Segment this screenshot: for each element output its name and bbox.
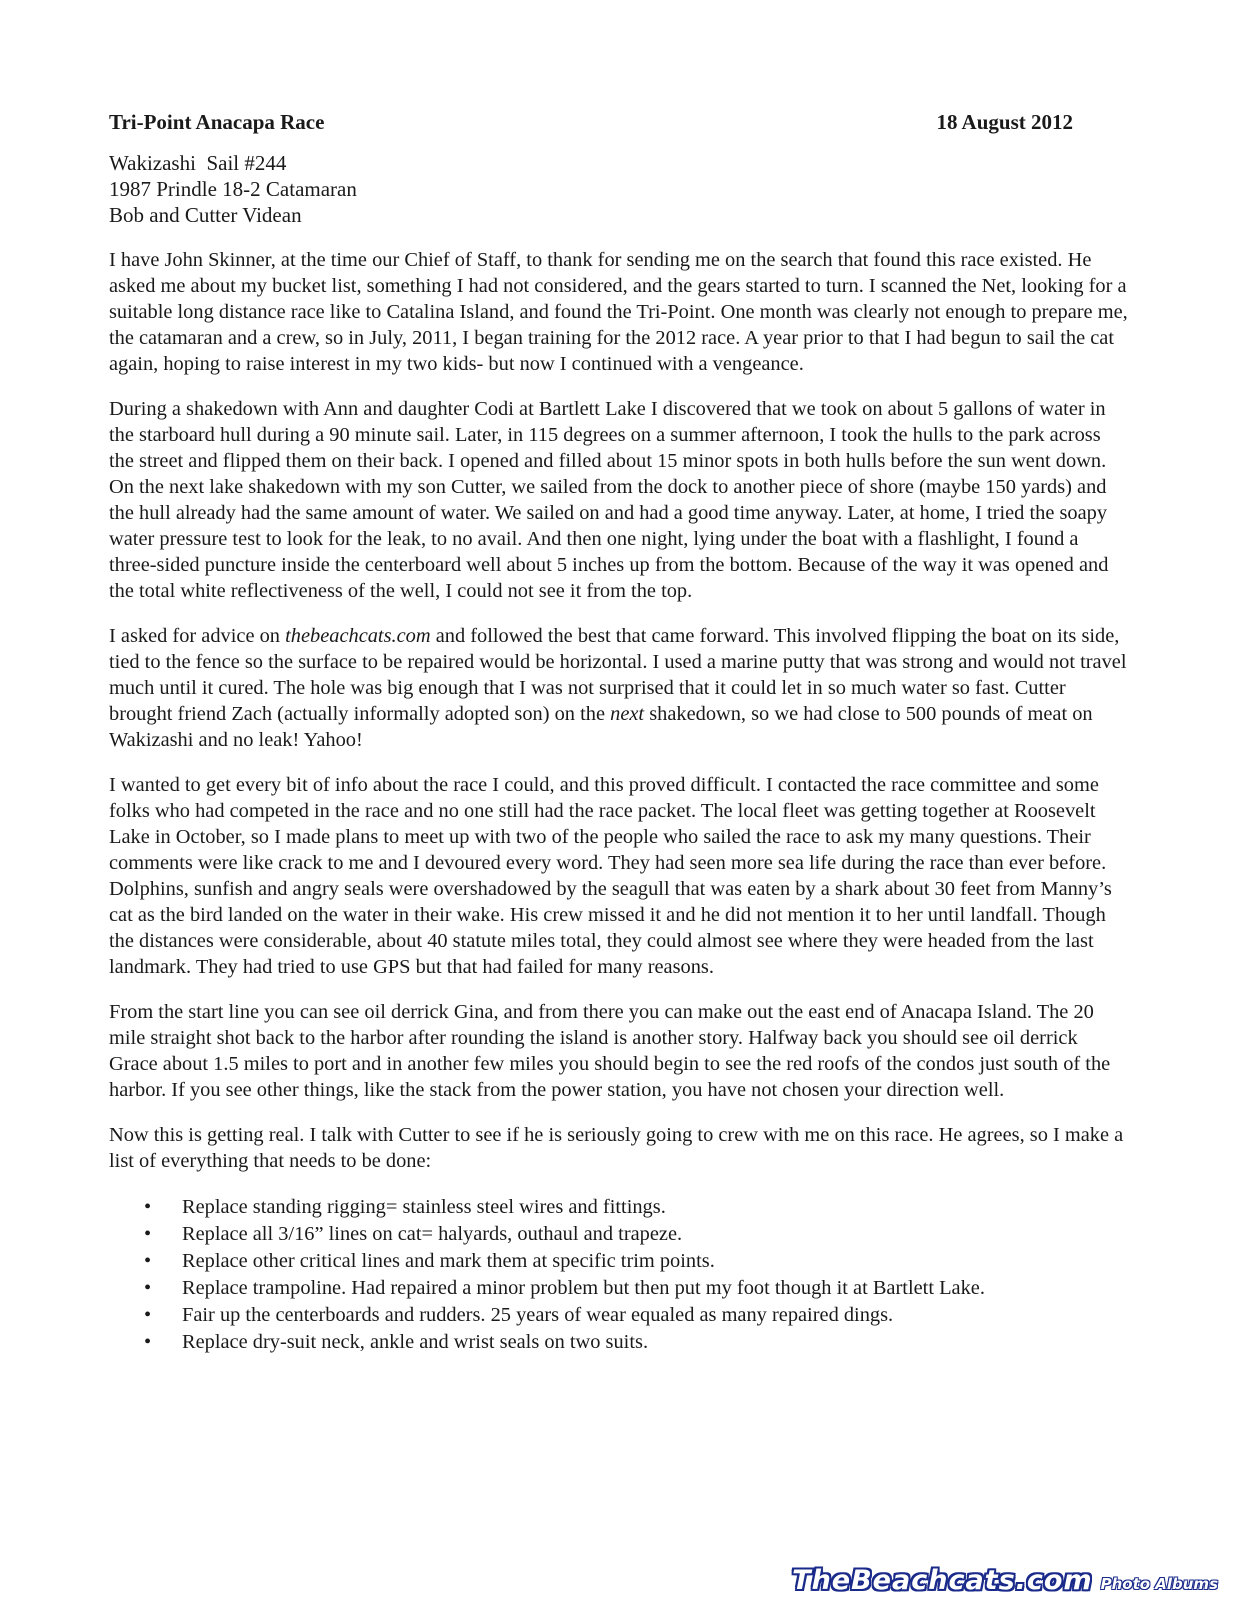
paragraph-3 <box>109 623 1129 753</box>
document-header <box>109 106 1073 138</box>
list-item: • Replace trampoline. Had repaired a minor problem but then put my foot though it at Bartlett Lake. <box>109 1275 1129 1302</box>
list-item: • Fair up the centerboards and rudders. 25 years of wear equaled as many repaired dings. <box>109 1302 1129 1329</box>
boat-model-line: 1987 Prindle 18-2 Catamaran <box>109 177 357 201</box>
paragraph-3-part-b: and followed the best that came forward. This involved flipping the boat on its side, tied to the fence so the surface to be repaired would be horizontal. I used a marine putty that was strong and would not travel much until it cured. The hole was big enough that I was not surprised that it could let in so much water so fast. Cutter brought friend Zach (actually informally adopted son) on the <box>109 625 1127 725</box>
emphasis-next: next <box>610 703 645 725</box>
paragraph-2: During a shakedown with Ann and daughter Codi at Bartlett Lake I discovered that we took on about 5 gallons of water in the starboard hull during a 90 minute sail. Later, in 115 degrees on a summer afternoon, I took the hulls to the park across the street and flipped them on their back. I opened and filled about 15 minor spots in both hulls before the sun went down. On the next lake shakedown with my son Cutter, we sailed from the dock to another piece of shore (maybe 150 yards) and the hull already had the same amount of water. We sailed on and had a good time anyway. Later, at home, I tried the soapy water pressure test to look for the leak, to no avail. And then one night, lying under the boat with a flashlight, I found a three-sided puncture inside the centerboard well about 5 inches up from the bottom. Because of the way it was opened and the total white reflectiveness of the well, I could not see it from the top. <box>109 398 1109 602</box>
watermark-subtext: Photo Albums <box>1100 1575 1218 1593</box>
list-item: • Replace dry-suit neck, ankle and wrist seals on two suits. <box>109 1329 1129 1356</box>
document-title: Tri-Point Anacapa Race <box>109 110 325 134</box>
watermark-logo-text: TheBeachcats.com <box>792 1565 1093 1596</box>
list-item: • Replace other critical lines and mark them at specific trim points. <box>109 1248 1129 1275</box>
paragraph-1: I have John Skinner, at the time our Chief of Staff, to thank for sending me on the search that found this race existed. He asked me about my bucket list, something I had not considered, and the gears started to turn. I scanned the Net, looking for a suitable long distance race like to Catalina Island, and found the Tri-Point. One month was clearly not enough to prepare me, the catamaran and a crew, so in July, 2011, I began training for the 2012 race. A year prior to that I had begun to sail the cat again, hoping to raise interest in my two kids- but now I continued with a vengeance. <box>109 249 1128 375</box>
document-date: 18 August 2012 <box>936 110 1073 134</box>
document-page <box>109 106 1129 1356</box>
paragraph-6: Now this is getting real. I talk with Cutter to see if he is seriously going to crew with me on this race. He agrees, so I make a list of everything that needs to be done: <box>109 1124 1124 1172</box>
crew-line: Bob and Cutter Videan <box>109 203 302 227</box>
paragraph-3-part-c: shakedown, so we had close to 500 pounds of meat on Wakizashi and no leak! Yahoo! <box>109 703 1093 751</box>
todo-list <box>109 1194 1129 1356</box>
boat-name-line: Wakizashi Sail #244 <box>109 151 287 175</box>
site-name: thebeachcats.com <box>285 625 431 647</box>
list-item: • Replace standing rigging= stainless steel wires and fittings. <box>109 1194 1129 1221</box>
site-watermark <box>792 1565 1218 1596</box>
list-item: • Replace all 3/16” lines on cat= halyards, outhaul and trapeze. <box>109 1221 1129 1248</box>
paragraph-4: I wanted to get every bit of info about the race I could, and this proved difficult. I contacted the race committee and some folks who had competed in the race and no one still had the race packet. The local fleet was getting together at Roosevelt Lake in October, so I made plans to meet up with two of the people who sailed the race to ask my many questions. Their comments were like crack to me and I devoured every word. They had seen more sea life during the race than ever before. Dolphins, sunfish and angry seals were overshadowed by the seagull that was eaten by a shark about 30 feet from Manny’s cat as the bird landed on the water in their wake. His crew missed it and he did not mention it to her until landfall. Though the distances were considerable, about 40 statute miles total, they could almost see where they were headed from the last landmark. They had tried to use GPS but that had failed for many reasons. <box>109 774 1112 978</box>
paragraph-5: From the start line you can see oil derrick Gina, and from there you can make out the east end of Anacapa Island. The 20 mile straight shot back to the harbor after rounding the island is another story. Halfway back you should see oil derrick Grace about 1.5 miles to port and in another few miles you should begin to see the red roofs of the condos just south of the harbor. If you see other things, like the stack from the power station, you have not chosen your direction well. <box>109 1001 1111 1101</box>
paragraph-3-part-a: I asked for advice on <box>109 625 286 647</box>
boat-info-block <box>109 150 1129 228</box>
